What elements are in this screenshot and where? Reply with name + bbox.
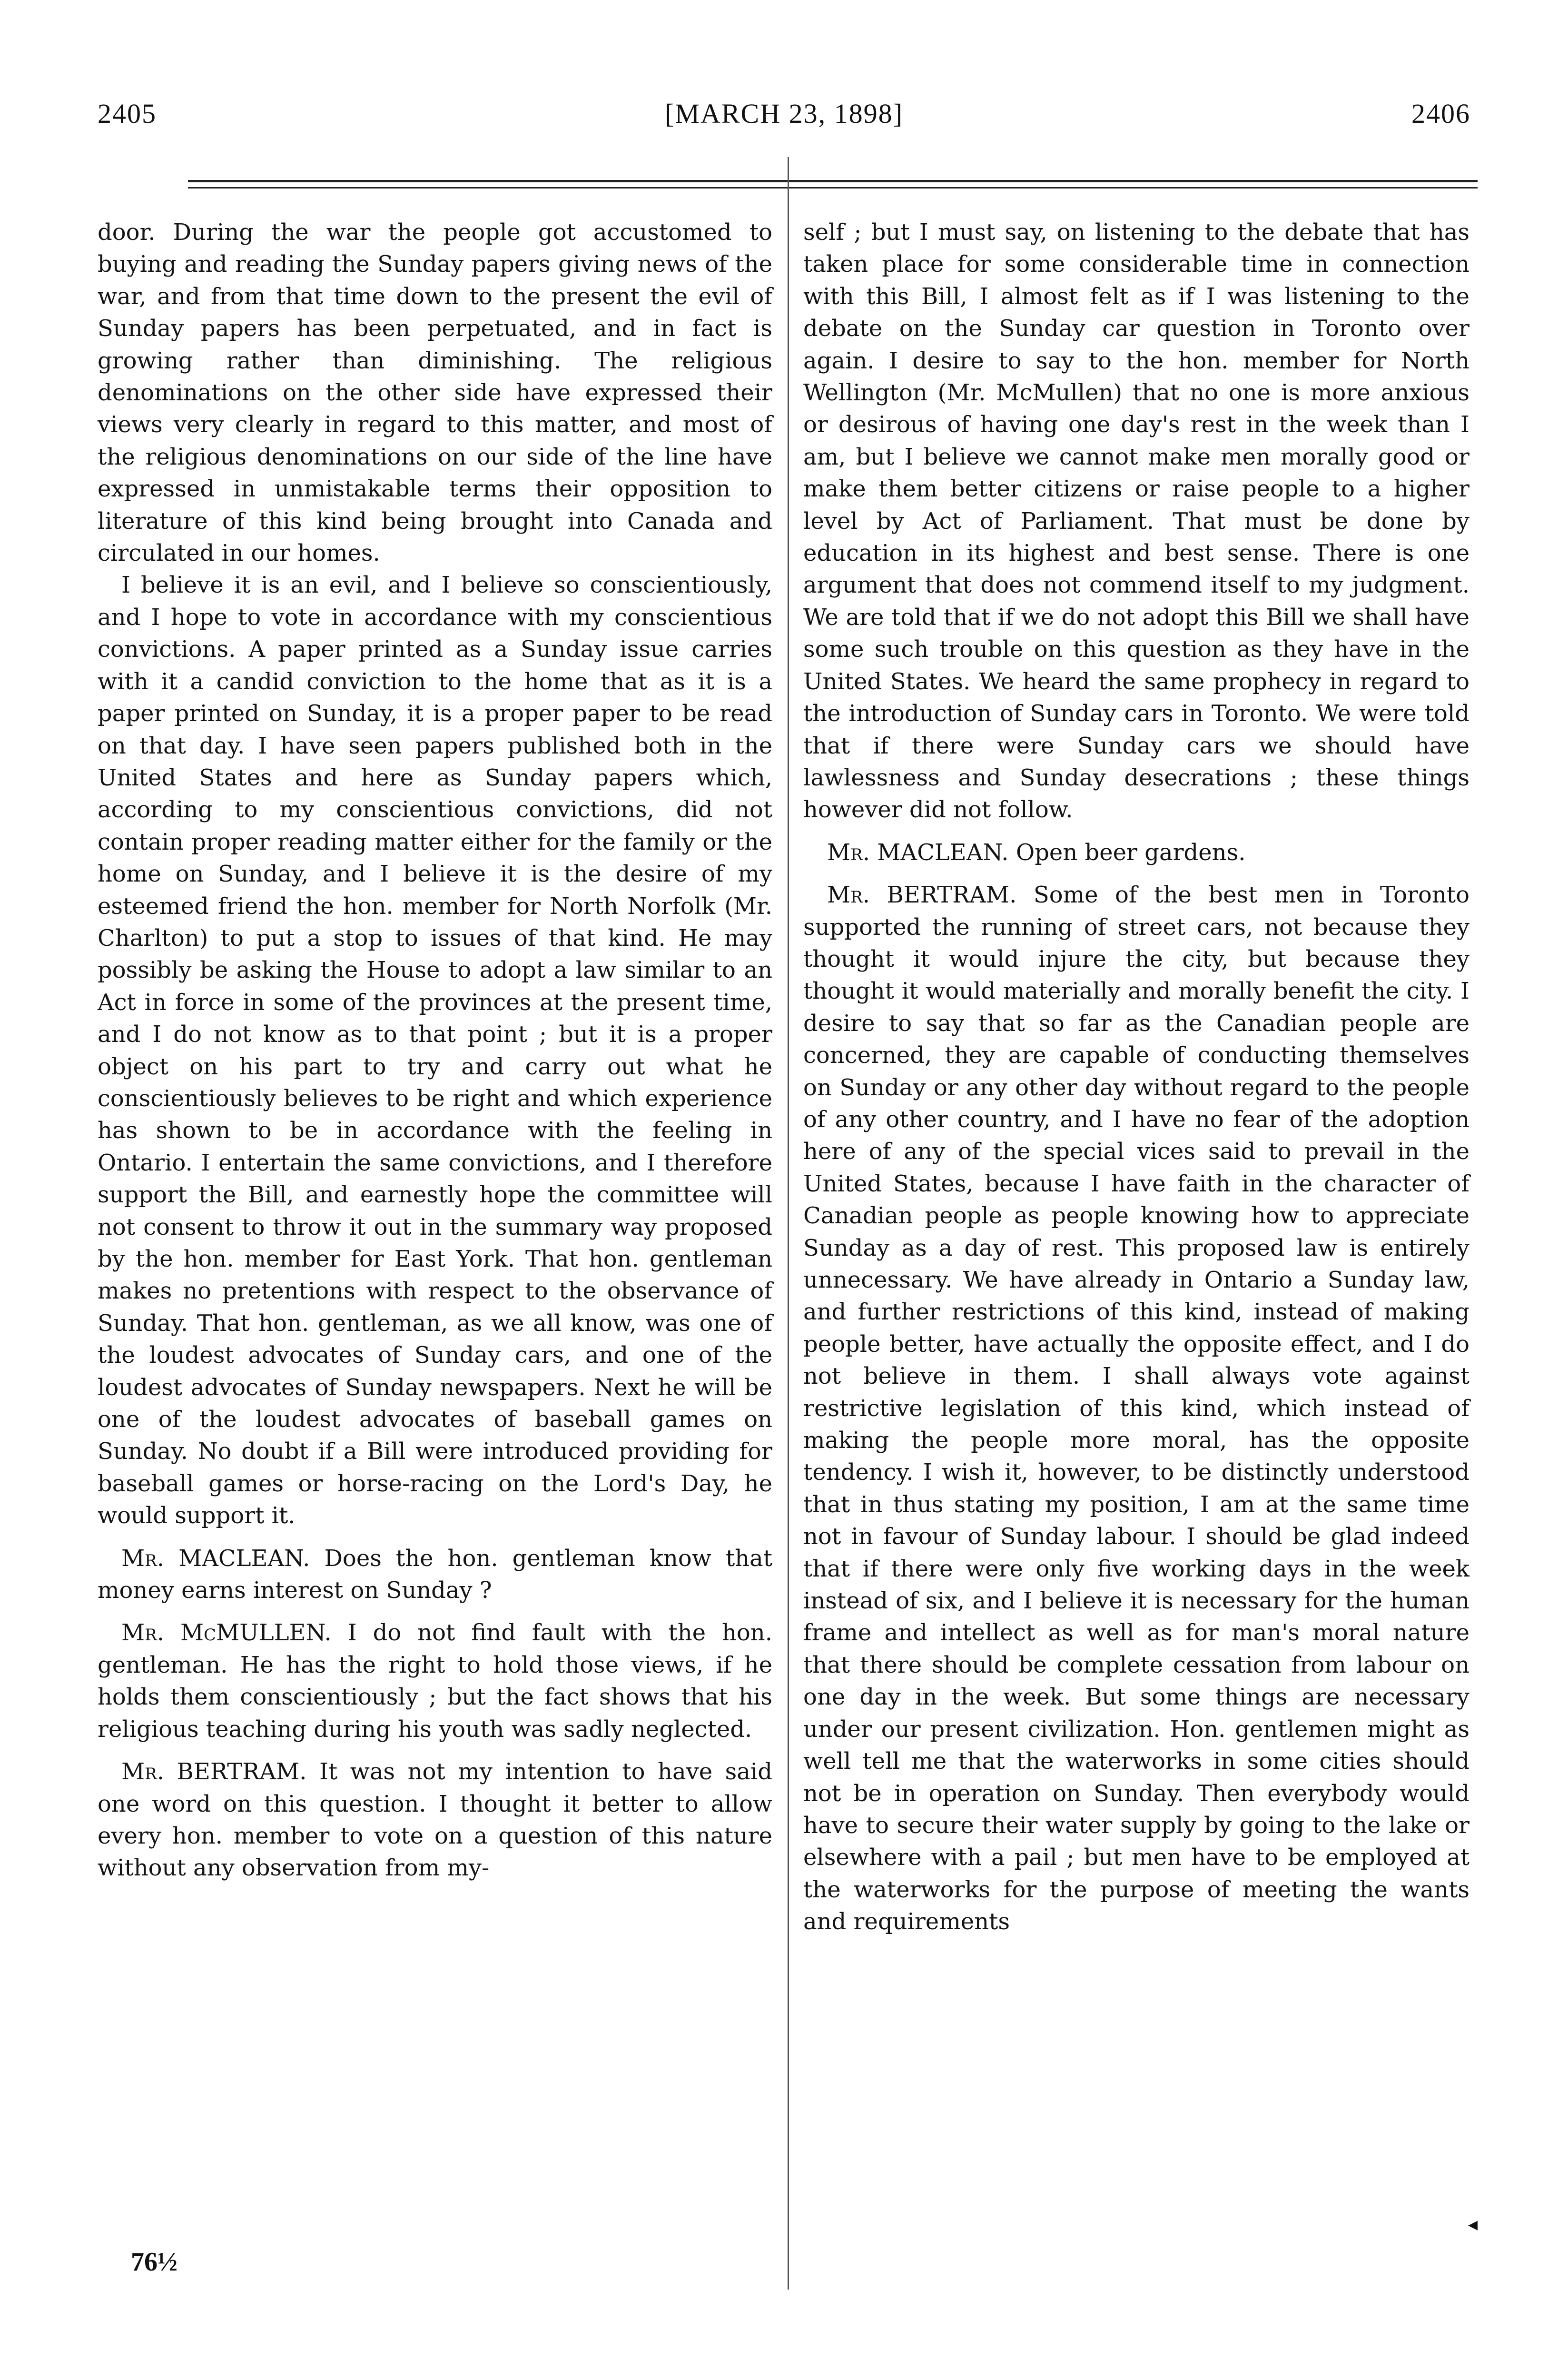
speech bbox=[98, 1543, 772, 1607]
right-column bbox=[803, 217, 1469, 1938]
left-column bbox=[98, 217, 772, 1884]
speaker-name: Mr. McMULLEN. bbox=[121, 1619, 332, 1646]
header-rule-thick bbox=[188, 180, 1478, 182]
left-page-number: 2405 bbox=[98, 98, 157, 129]
speech bbox=[98, 1756, 772, 1884]
paragraph: self ; but I must say, on listening to the debate that has taken place for some considerable time in connection with this Bill, I almost felt as if I was listening to the debate on the Sunday car question in Toronto over again. I desire to say to the hon. member for North Wellington (Mr. McMullen) that no one is more anxious or desirous of having one day's rest in the week than I am, but I believe we cannot make men morally good or make them better citizens or raise people to a higher level by Act of Parliament. That must be done by education in its highest and best sense. There is one argument that does not commend itself to my judgment. We are told that if we do not adopt this Bill we shall have some such trouble on this question as they have in the United States. We heard the same prophecy in regard to the introduction of Sunday cars in Toronto. We were told that if there were Sunday cars we should have lawlessness and Sunday desecrations ; these things however did not follow. bbox=[803, 219, 1469, 823]
column-divider bbox=[788, 157, 789, 2290]
speech-text: Some of the best men in Toronto supported the running of street cars, not because they thought it would injure the city, but because they thought it would materially and morally benefit the city. I desire to say that so far as the Canadian people are concerned, they are capable of conducting themselves on Sunday or any other day without regard to the people of any other country, and I have no fear of the adoption here of any of the special vices said to prevail in the United States, because I have faith in the character of Canadian people as people knowing how to appreciate Sunday as a day of rest. This proposed law is entirely unnecessary. We have already in Ontario a Sunday law, and further restrictions of this kind, instead of making people better, have actually the opposite effect, and I do not believe in them. I shall always vote against restrictive legislation of this kind, which instead of making the people more moral, has the opposite tendency. I wish it, however, to be distinctly understood that in thus stating my position, I am at the same time not in favour of Sunday labour. I should be glad indeed that if there were only five working days in the week instead of six, and I believe it is necessary for the human frame and intellect as well as for man's moral nature that there should be complete cessation from labour on one day in the week. But some things are necessary under our present civilization. Hon. gentlemen might as well tell me that the waterworks in some cities should not be in operation on Sunday. Then everybody would have to secure their water supply by going to the lake or elsewhere with a pail ; but men have to be employed at the waterworks for the purpose of meeting the wants and requirements bbox=[803, 882, 1469, 1935]
paragraph: door. During the war the people got accustomed to buying and reading the Sunday papers giving news of the war, and from that time down to the present the evil of Sunday papers has been perpetuated, and in fact is growing rather than diminishing. The religious denominations on the other side have expressed their views very clearly in regard to this matter, and most of the religious denominations on our side of the line have expressed in unmistakable terms their opposition to literature of this kind being brought into Canada and circulated in our homes. bbox=[98, 219, 772, 567]
running-head bbox=[98, 98, 1470, 136]
speech-text: Open beer gardens. bbox=[1016, 839, 1246, 866]
speech bbox=[803, 837, 1469, 869]
speech bbox=[803, 879, 1469, 1938]
right-page-number: 2406 bbox=[1411, 98, 1470, 129]
speaker-name: Mr. MACLEAN. bbox=[827, 839, 1009, 866]
header-rule-thin bbox=[188, 187, 1478, 188]
speech-text: I do not find fault with the hon. gentleman. He has the right to hold those views, if he holds them conscientiously ; but the fact shows that his religious teaching during his youth was sadly neglected. bbox=[98, 1619, 772, 1743]
speaker-name: Mr. MACLEAN. bbox=[121, 1545, 310, 1572]
speech bbox=[98, 1617, 772, 1745]
speaker-name: Mr. BERTRAM. bbox=[121, 1758, 307, 1785]
paragraph: I believe it is an evil, and I believe so conscientiously, and I hope to vote in accordance with my conscientious convictions. A paper printed as a Sunday issue carries with it a candid conviction to the home that as it is a paper printed on Sunday, it is a proper paper to be read on that day. I have seen papers published both in the United States and here as Sunday papers which, according to my conscientious convictions, did not contain proper reading matter either for the family or the home on Sunday, and I believe it is the desire of my esteemed friend the hon. member for North Norfolk (Mr. Charlton) to put a stop to issues of that kind. He may possibly be asking the House to adopt a law similar to an Act in force in some of the provinces at the present time, and I do not know as to that point ; but it is a proper object on his part to try and carry out what he conscientiously believes to be right and which experience has shown to be in accordance with the feeling in Ontario. I entertain the same convictions, and I therefore support the Bill, and earnestly hope the committee will not consent to throw it out in the summary way proposed by the hon. member for East York. That hon. gentleman makes no pretentions with respect to the observance of Sunday. That hon. gentleman, as we all know, was one of the loudest advocates of Sunday cars, and one of the loudest advocates of Sunday newspapers. Next he will be one of the loudest advocates of baseball games on Sunday. No doubt if a Bill were introduced providing for baseball games or horse-racing on the Lord's Day, he would support it. bbox=[98, 572, 772, 1529]
margin-arrow-mark: ◂ bbox=[1468, 2213, 1478, 2235]
speech-text: Does the hon. gentleman know that money earns interest on Sunday ? bbox=[98, 1545, 772, 1604]
speaker-name: Mr. BERTRAM. bbox=[827, 882, 1017, 909]
page-date-title: [MARCH 23, 1898] bbox=[665, 98, 903, 129]
signature-mark: 76½ bbox=[131, 2247, 178, 2277]
speech-text: It was not my intention to have said one word on this question. I thought it better to allow every hon. member to vote on a question of this nature without any observation from my- bbox=[98, 1758, 772, 1882]
